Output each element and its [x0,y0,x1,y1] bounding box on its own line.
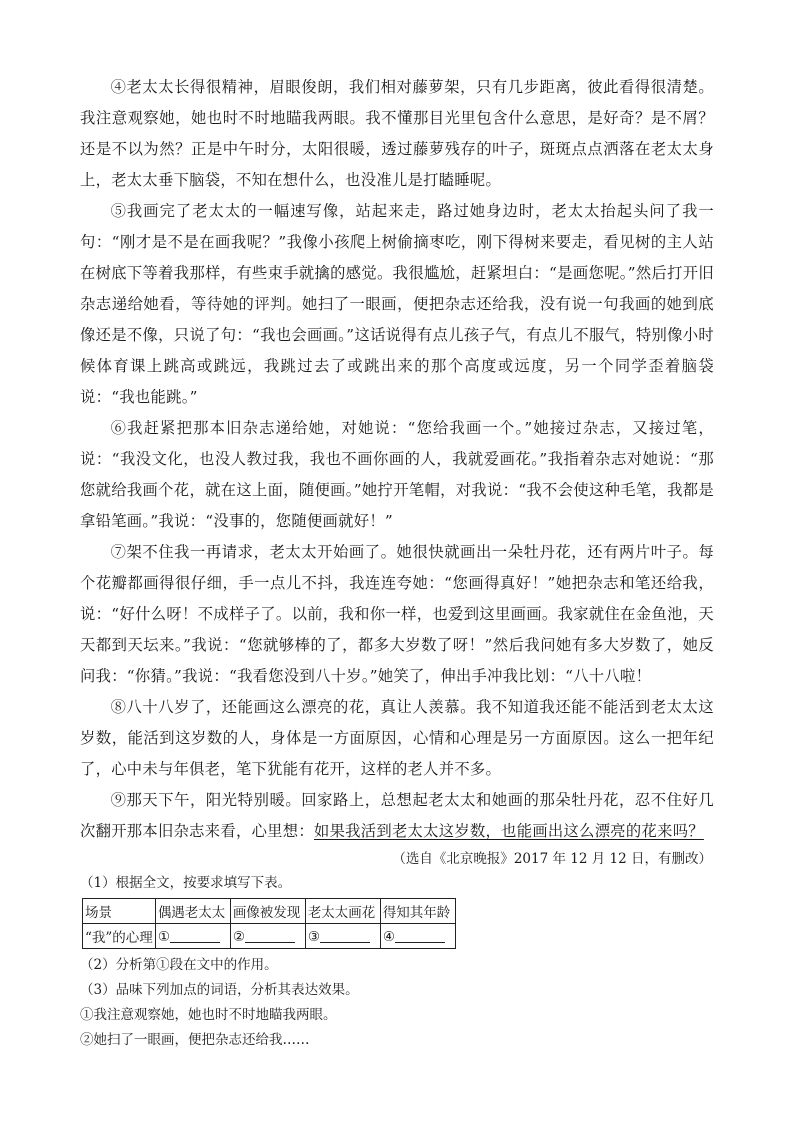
blank-number: ② [232,928,245,945]
table-header-cell: 场景 [83,899,156,924]
question-3-item-2: ②她扫了一眼画，便把杂志还给我…… [80,1032,310,1048]
table-header-row [83,899,456,924]
answer-blank[interactable] [320,928,370,943]
answer-cell-3[interactable] [305,924,380,949]
paragraph-9-underlined: 如果我活到老太太这岁数，也能画出这么漂亮的花来吗？ [313,822,704,840]
answer-blank[interactable] [245,928,295,943]
answer-table [82,898,456,949]
question-3-item-1: ①我注意观察她，她也时不时地瞄我两眼。 [80,1007,337,1023]
answer-cell-2[interactable] [230,924,305,949]
answer-blank[interactable] [170,928,220,943]
paragraph-4: ④老太太长得很精神，眉眼俊朗，我们相对藤萝架，只有几步距离，彼此看得很清楚。我注意观察她，她也时不时地瞄我两眼。我不懂那目光里包含什么意思，是好奇？是不屑？还是不以为然？正是中午时分，太阳很暖，透过藤萝残存的叶子，斑斑点点洒落在老太太身上，老太太垂下脑袋，不知在想什么，也没准儿是打瞌睡呢。 [80,78,714,189]
question-2: （2）分析第①段在文中的作用。 [80,957,278,973]
blank-number: ③ [307,928,320,945]
table-header-cell: 画像被发现 [230,899,305,924]
table-header-cell: 老太太画花 [305,899,380,924]
blank-number: ① [157,928,170,945]
paragraph-5: ⑤我画完了老太太的一幅速写像，站起来走，路过她身边时，老太太抬起头问了我一句：“刚才是不是在画我呢？”我像小孩爬上树偷摘枣吃，刚下得树来要走，看见树的主人站在树底下等着我那样，有些束手就擒的感觉。我很尴尬，赶紧坦白：“是画您呢。”然后打开旧杂志递给她看，等待她的评判。她扫了一眼画，便把杂志还给我，没有说一句我画的她到底像还是不像，只说了句：“我也会画画。”这话说得有点儿孩子气，有点儿不服气，特别像小时候体育课上跳高或跳远，我跳过去了或跳出来的那个高度或远度，另一个同学歪着脑袋说：“我也能跳。” [80,202,714,406]
paragraph-9-text: ⑨那天下午，阳光特别暖。回家路上，总想起老太太和她画的那朵牡丹花，忍不住好几次翻开那本旧杂志来看，心里想： [80,791,714,840]
answer-cell-1[interactable] [155,924,230,949]
paragraph-6: ⑥我赶紧把那本旧杂志递给她，对她说：“您给我画一个。”她接过杂志，又接过笔，说：“我没文化，也没人教过我，我也不画你画的人，我就爱画花。”我指着杂志对她说：“那您就给我画个花，就在这上面，随便画。”她拧开笔帽，对我说：“我不会使这种毛笔，我都是拿铅笔画。”我说：“没事的，您随便画就好！” [80,419,714,530]
question-3: （3）品味下列加点的词语，分析其表达效果。 [80,982,359,998]
table-row-label: “我”的心理 [83,924,156,949]
document-page [80,72,714,1053]
table-header-cell: 偶遇老太太 [155,899,230,924]
question-1: （1）根据全文，按要求填写下表。 [80,875,292,891]
table-header-cell: 得知其年龄 [380,899,455,924]
blank-number: ④ [382,928,395,945]
table-row [83,924,456,949]
paragraph-9 [80,785,714,847]
answer-cell-4[interactable] [380,924,455,949]
paragraph-8: ⑧八十八岁了，还能画这么漂亮的花，真让人羡慕。我不知道我还能不能活到老太太这岁数，能活到这岁数的人，身体是一方面原因，心情和心理是另一方面原因。这么一把年纪了，心中未与年俱老，笔下犹能有花开，这样的老人并不多。 [80,698,714,778]
paragraph-7: ⑦架不住我一再请求，老太太开始画了。她很快就画出一朵牡丹花，还有两片叶子。每个花瓣都画得很仔细，手一点儿不抖，我连连夸她：“您画得真好！”她把杂志和笔还给我，说：“好什么呀！不成样子了。以前，我和你一样，也爱到这里画画。我家就住在金鱼池，天天都到天坛来。”我说：“您就够棒的了，都多大岁数了呀！”然后我问她有多大岁数了，她反问我：“你猜。”我说：“我看您没到八十岁。”她笑了，伸出手冲我比划：“八十八啦！ [80,543,714,685]
source-citation: （选自《北京晚报》2017 年 12 月 12 日，有删改） [392,851,712,867]
answer-blank[interactable] [395,928,445,943]
